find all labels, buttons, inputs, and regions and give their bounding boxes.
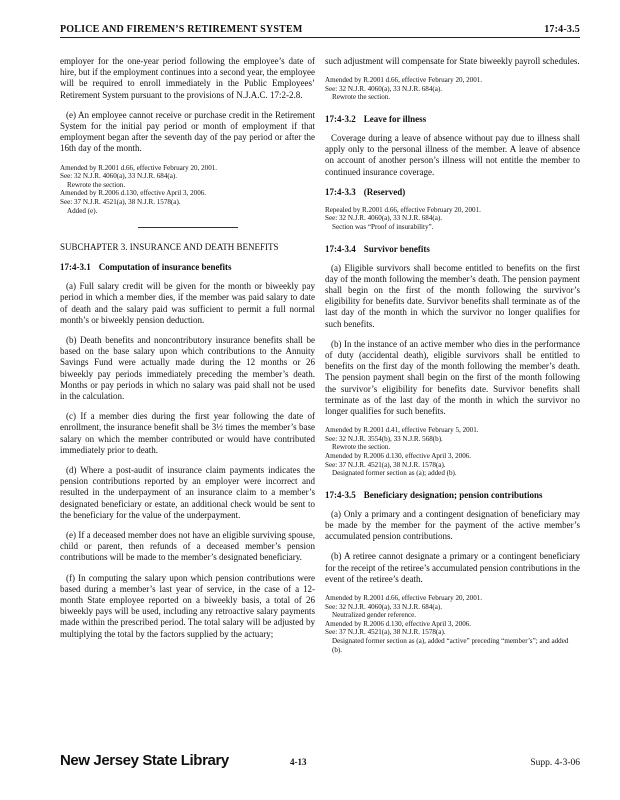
paragraph-f: (f) In computing the salary upon which pension contributions were based during a member’s last year of service, in the case of a 12-month State employee reported on a biweekly basis, a total of 26 biweekly pays will be used, including any retroactive salary payments made within the prescribed period. The total salary will be adjusted by multiplying the total by the factors supplied by the actuary; [60, 572, 315, 639]
source-note [325, 426, 580, 478]
divider-rule [138, 227, 238, 228]
source-note [325, 594, 580, 654]
source-line: Designated former section as (a), added “active” preceding “member’s”; and added (b). [332, 636, 569, 654]
section-title: Survivor benefits [363, 243, 430, 254]
paragraph-c: (c) If a member dies during the first year following the date of enrollment, the insurance benefit shall be 3½ times the member’s base salary on which the member contributed or would have contributed immediately prior to death. [60, 411, 315, 455]
paragraph-b: (b) A retiree cannot designate a primary or a contingent beneficiary for the receipt of the retiree’s accumulated pension contributions in the event of the retiree’s death. [325, 551, 580, 584]
right-column [325, 56, 580, 736]
paragraph-b: (b) In the instance of an active member who dies in the performance of duty (accidental death), eligible survivors shall be entitled to benefits on the first day of the month following the member’s death. The pension payment shall begin on the first of the month following the survivor’s eligibility for benefits date. Survivor benefits shall terminate as of the last day of the month in which the survivor no longer qualifies for such benefits. [325, 338, 580, 417]
paragraph-e: (e) An employee cannot receive or purchase credit in the Retirement System for the initial pay period or month of employment if that employment began after the seventh day of the pay period or after the 16th day of the month. [60, 109, 315, 154]
source-note [325, 76, 580, 102]
paragraph-b: (b) Death benefits and noncontributory insurance benefits shall be based on the base salary upon which contributions to the Annuity Savings Fund were actually made during the 12 months or 26 biweekly pay periods immediately preceding the member’s death. Months or pay periods in which no salary was paid shall not be used in the calculation. [60, 335, 315, 402]
section-title: Beneficiary designation; pension contributions [363, 489, 543, 500]
source-line: Added (e). [67, 206, 98, 215]
source-line: See: 32 N.J.R. 4060(a), 33 N.J.R. 684(a). [325, 84, 443, 93]
source-line: Rewrote the section. [332, 443, 391, 452]
paragraph: Coverage during a leave of absence without pay due to illness shall apply only to the personal illness of the member. A leave of absence on account of another person’s illness will not entitle the member to continued insurance coverage. [325, 132, 580, 177]
section-number: 17:4-3.2 [325, 113, 356, 124]
source-line: See: 32 N.J.R. 4060(a), 33 N.J.R. 684(a). [325, 214, 443, 223]
library-watermark: New Jersey State Library [60, 752, 229, 769]
source-line: Amended by R.2001 d.66, effective February 20, 2001. [60, 163, 218, 172]
supplement-date: Supp. 4-3-06 [530, 758, 580, 768]
paragraph-a: (a) Eligible survivors shall become entitled to benefits on the first day of the month following the member’s death. The pension payment shall begin on the first of the month following the survivor’s eligibility for benefits date. Survivor benefits shall terminate as of the last day of the month in which the survivor no longer qualifies for such benefits. [325, 262, 580, 329]
subchapter-heading: SUBCHAPTER 3. INSURANCE AND DEATH BENEFITS [60, 242, 279, 253]
header-title: POLICE AND FIREMEN’S RETIREMENT SYSTEM [60, 24, 303, 35]
section-number: 17:4-3.4 [325, 243, 356, 254]
section-heading-3-2 [325, 114, 580, 125]
section-heading-3-1 [60, 262, 315, 273]
source-line: See: 37 N.J.R. 4521(a), 38 N.J.R. 1578(a). [60, 198, 181, 206]
section-heading-3-5 [325, 490, 580, 501]
paragraph-d: (d) Where a post-audit of insurance claim payments indicates the pension contributions reported by an employer were incorrect and resulted in the underpayment of an insurance claim to a member’s designated beneficiary or estate, an additional check would be sent to the beneficiary for the value of the underpayment. [60, 465, 315, 520]
section-title: Leave for illness [363, 113, 427, 124]
source-line: Amended by R.2006 d.130, effective April 3, 2006. [325, 619, 472, 628]
paragraph-e: (e) If a deceased member does not have an eligible surviving spouse, child or parent, then refunds of a deceased member’s pension contributions will be made to the member’s designated beneficiary. [60, 530, 315, 563]
source-note [325, 206, 580, 232]
source-line: Amended by R.2006 d.130, effective April 3, 2006. [60, 189, 207, 198]
source-line: Section was “Proof of insurability”. [332, 222, 434, 231]
source-line: See: 37 N.J.R. 4521(a), 38 N.J.R. 1578(a). [325, 628, 446, 637]
running-header [60, 24, 580, 38]
source-line: Amended by R.2001 d.66, effective February 20, 2001. [325, 594, 483, 602]
source-line: Amended by R.2001 d.41, effective February 5, 2001. [325, 426, 479, 435]
source-line: Repealed by R.2001 d.66, effective February 20, 2001. [325, 205, 481, 214]
left-column [60, 56, 315, 736]
section-number: 17:4-3.5 [325, 489, 356, 500]
paragraph-a: (a) Full salary credit will be given for the month or biweekly pay period in which a member dies, if the member was paid salary to date of death and the salary paid was sufficient to permit a full normal month’s or biweekly pension deduction. [60, 281, 315, 325]
source-line: Amended by R.2006 d.130, effective April 3, 2006. [325, 452, 472, 460]
section-heading-3-4 [325, 244, 580, 255]
section-title: (Reserved) [363, 186, 406, 197]
paragraph-a: (a) Only a primary and a contingent designation of beneficiary may be made by the member for the payment of the active member’s accumulated pension contributions. [325, 508, 580, 542]
source-note [60, 164, 315, 216]
source-line: Rewrote the section. [332, 93, 391, 102]
source-line: See: 32 N.J.R. 3554(b), 33 N.J.R. 568(b). [325, 434, 443, 443]
page-number: 4-13 [290, 757, 307, 767]
source-line: See: 32 N.J.R. 4060(a), 33 N.J.R. 684(a). [60, 172, 178, 181]
paragraph-continuation: employer for the one-year period following the employee’s date of hire, but if the employment continues into a second year, the employee will be required to enroll immediately in the Public Employees’ Retirement System pursuant to the provisions of N.J.A.C. 17:2-2.8. [60, 56, 315, 100]
page-footer [60, 752, 580, 769]
source-line: Amended by R.2001 d.66, effective February 20, 2001. [325, 76, 483, 85]
section-number: 17:4-3.3 [325, 186, 356, 197]
source-line: Neutralized gender reference. [332, 611, 417, 620]
paragraph-continuation: such adjustment will compensate for State biweekly payroll schedules. [325, 56, 580, 66]
source-line: See: 32 N.J.R. 4060(a), 33 N.J.R. 684(a). [325, 602, 443, 611]
header-section-ref: 17:4-3.5 [544, 24, 580, 35]
section-number: 17:4-3.1 [60, 262, 91, 273]
section-title: Computation of insurance benefits [98, 262, 232, 273]
source-line: Rewrote the section. [67, 180, 126, 189]
source-line: Designated former section as (a); added (b). [332, 469, 457, 478]
source-line: See: 37 N.J.R. 4521(a), 38 N.J.R. 1578(a). [325, 460, 446, 469]
two-column-body [60, 56, 580, 736]
section-heading-3-3 [325, 187, 580, 198]
